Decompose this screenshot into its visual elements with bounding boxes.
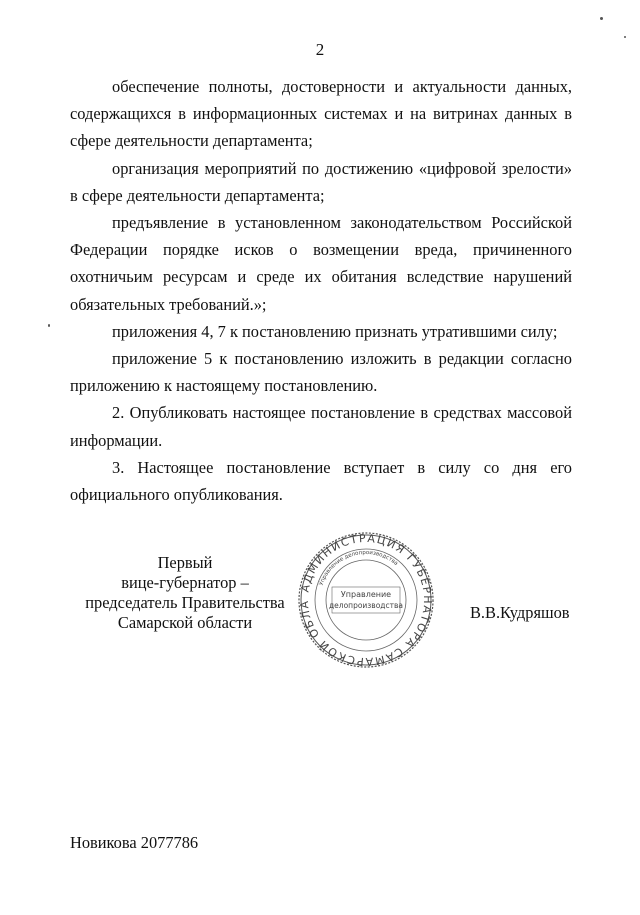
scan-speck: [600, 17, 603, 20]
seal-inner-text: Управление делопроизводства: [318, 549, 399, 587]
signatory-title-line: вице-губернатор –: [121, 573, 249, 592]
seal-outer-text: АДМИНИСТРАЦИЯ ГУБЕРНАТОРА САМАРСКОЙ ОБЛА: [297, 531, 435, 669]
signatory-title-line: Первый: [157, 553, 213, 572]
document-body: [70, 73, 572, 508]
signatory-name: В.В.Кудряшов: [470, 603, 570, 622]
executor-note: Новикова 2077786: [70, 833, 199, 852]
scan-speck: [624, 36, 626, 38]
paragraph-effective: 3. Настоящее постановление вступает в силу со дня его официального опубликования.: [70, 457, 572, 505]
paragraph-claims: предъявление в установленном законодательством Российской Федерации порядке исков о возмещении вреда, причиненного охотничьим ресурсам и среде их обитания вследствие нарушений обязательных требований.»;: [70, 213, 572, 314]
seal-graphic: [296, 530, 436, 670]
official-seal: [296, 530, 436, 670]
paragraph-data-quality: обеспечение полноты, достоверности и актуальности данных, содержащихся в информационных системах и на витринах данных в сфере деятельности департамента;: [70, 77, 572, 151]
page-number: 2: [315, 40, 325, 59]
seal-center-line2: делопроизводства: [328, 601, 404, 610]
signatory-title-line: Самарской области: [117, 613, 253, 632]
paragraph-annexes-invalid: приложения 4, 7 к постановлению признать утратившими силу;: [112, 321, 558, 341]
signatory-title-line: председатель Правительства: [85, 593, 285, 612]
paragraph-publish: 2. Опубликовать настоящее постановление в средствах массовой информации.: [70, 403, 572, 450]
paragraph-digital-maturity: организация мероприятий по достижению «цифровой зрелости» в сфере деятельности департамента;: [70, 158, 572, 205]
seal-center-line1: Управление: [340, 590, 392, 599]
scan-speck: [48, 324, 50, 327]
signatory-title: [70, 553, 300, 633]
paragraph-annex-5: приложение 5 к постановлению изложить в редакции согласно приложению к настоящему постановлению.: [70, 349, 572, 396]
